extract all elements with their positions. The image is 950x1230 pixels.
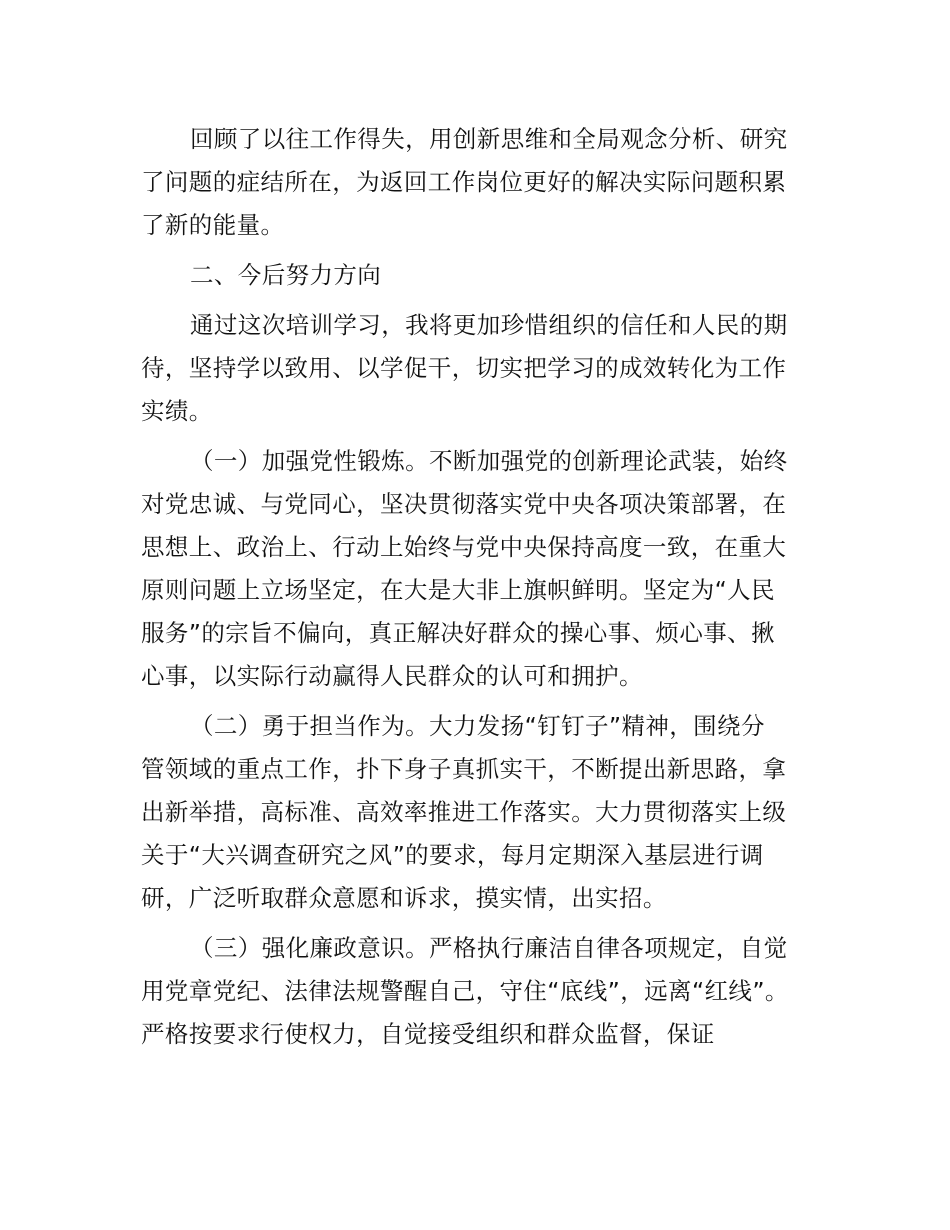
text-line: 原则问题上立场坚定，在大是大非上旗帜鲜明。坚定为“人民 bbox=[141, 576, 775, 604]
text-line: 回顾了以往工作得失，用创新思维和全局观念分析、研究 bbox=[190, 125, 788, 153]
paragraph-item-3 bbox=[141, 927, 841, 1056]
heading-text: 二、今后努力方向 bbox=[190, 261, 382, 289]
section-heading bbox=[141, 254, 841, 297]
text-line: 关于“大兴调查研究之风”的要求，每月定期深入基层进行调 bbox=[141, 841, 764, 869]
text-line: （一）加强党性锻炼。不断加强党的创新理论武装，始终 bbox=[190, 447, 788, 475]
text-line: 思想上、政治上、行动上始终与党中央保持高度一致，在重大 bbox=[141, 533, 787, 561]
paragraph-item-1 bbox=[141, 440, 841, 698]
text-line: （二）勇于担当作为。大力发扬“钉钉子”精神，围绕分 bbox=[190, 712, 765, 740]
text-line: 待，坚持学以致用、以学促干，切实把学习的成效转化为工作 bbox=[141, 354, 787, 382]
paragraph-review bbox=[141, 118, 841, 247]
text-line: 研，广泛听取群众意愿和诉求，摸实情，出实招。 bbox=[141, 884, 667, 912]
document-page bbox=[141, 118, 841, 1056]
text-line: 出新举措，高标准、高效率推进工作落实。大力贯彻落实上级 bbox=[141, 798, 787, 826]
text-line: 通过这次培训学习，我将更加珍惜组织的信任和人民的期 bbox=[190, 311, 788, 339]
text-line: 管领域的重点工作，扑下身子真抓实干，不断提出新思路，拿 bbox=[141, 755, 787, 783]
text-line: 用党章党纪、法律法规警醒自己，守住“底线”，远离“红线”。 bbox=[141, 977, 789, 1005]
text-line: （三）强化廉政意识。严格执行廉洁自律各项规定，自觉 bbox=[190, 934, 788, 962]
text-line: 服务”的宗旨不偏向，真正解决好群众的操心事、烦心事、揪 bbox=[141, 619, 775, 647]
paragraph-item-2 bbox=[141, 705, 841, 920]
text-line: 了新的能量。 bbox=[141, 211, 285, 239]
text-line: 对党忠诚、与党同心，坚决贯彻落实党中央各项决策部署，在 bbox=[141, 490, 787, 518]
text-line: 严格按要求行使权力，自觉接受组织和群众监督，保证 bbox=[141, 1020, 715, 1048]
text-line: 了问题的症结所在，为返回工作岗位更好的解决实际问题积累 bbox=[141, 168, 787, 196]
paragraph-intro bbox=[141, 304, 841, 433]
text-line: 心事，以实际行动赢得人民群众的认可和拥护。 bbox=[141, 662, 643, 690]
text-line: 实绩。 bbox=[141, 397, 213, 425]
